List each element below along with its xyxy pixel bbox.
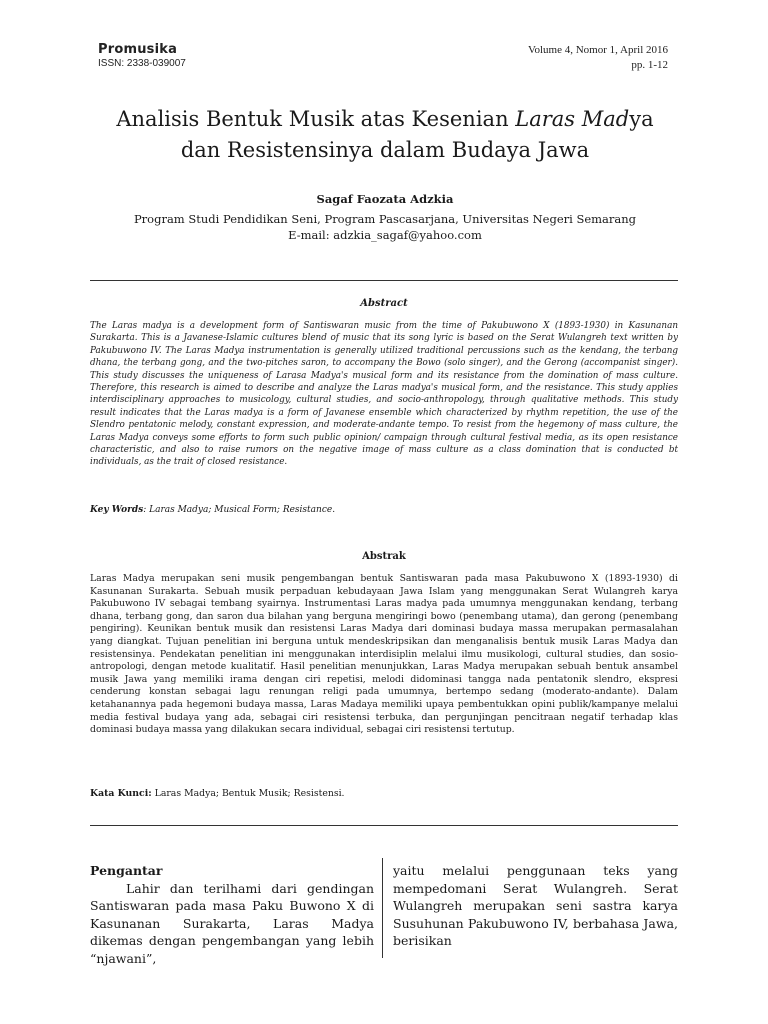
author-name: Sagaf Faozata Adzkia [316,192,454,206]
body-paragraph-left: Lahir dan terilhami dari gendingan Santiswaran pada masa Paku Buwono X di Kasunanan Surakarta, Laras Madya dikemas dengan pengembangan yang lebih “njawani”, [90,880,374,966]
issn: ISSN: 2338-039007 [98,58,186,69]
section-heading-pengantar: Pengantar [90,863,163,878]
volume-info: Volume 4, Nomor 1, April 2016 [527,44,668,56]
title-line1-post: ya [629,107,654,131]
column-divider [382,858,383,958]
abstract-body: The Laras madya is a development form of Santiswaran music from the time of Pakubuwono X (1893-1930) in Kasunanan Surakarta. This is a Javanese-Islamic cultures blend of music that its song lyric is based on the Serat Wulangreh text written by Pakubuwono IV. The Laras Madya instrumentation is generally utilized traditional percussions such as the kendang, the terbang dhana, the terbang gong, and the two-pitches saron, to accompany the Bowo (solo singer), and the Gerong (accompanist singer). This study discusses the uniqueness of Larasa Madya's musical form and its resistance from the domination of mass culture. Therefore, this research is aimed to describe and analyze the Laras madya's musical form, and the resistance. This study applies interdisciplinary approaches to musicology, cultural studies, and socio-anthropology, through qualitative methods. This study result indicates that the Laras madya is a form of Javanese ensemble which characterized by rhythm repetition, the use of the Slendro pentatonic melody, constant expression, and moderate-andante tempo. To resist from the hegemony of mass culture, the Laras Madya conveys some efforts to form such public opinion/ campaign through cultural festival media, as its open resistance characteristic, and also to raise rumors on the negative image of mass culture as a class domination that is conducted bt individuals, as the trait of closed resistance. [90,321,678,468]
body-paragraph-right: yaitu melalui penggunaan teks yang mempedomani Serat Wulangreh. Serat Wulangreh merupakan seni sastra karya Susuhunan Pakubuwono IV, berbahasa Jawa, berisikan [393,863,678,948]
abstrak-keywords [90,788,678,799]
journal-name: Promusika [98,42,178,57]
abstract-heading: Abstract [360,298,408,309]
body-right-column [393,862,678,950]
page-range: pp. 1-12 [631,59,668,71]
keywords-label: Key Words [90,505,144,515]
top-rule [90,280,678,281]
abstrak-body: Laras Madya merupakan seni musik pengembangan bentuk Santiswaran pada masa Pakubuwono X (1893-1930) di Kasunanan Surakarta. Sebuah musik perpaduan kebudayaan Jawa Islam yang menggunakan Serat Wulangreh karya Pakubuwono IV sebagai tembang syairnya. Instrumentasi Laras madya pada umumnya menggunakan kendang, terbang dhana, terbang gong, dan saron dua bilahan yang berguna mengiringi bowo (penembang utama), dan gerong (penembang pengiring). Keunikan bentuk musik dan resistensi Laras Madya dari dominasi budaya massa merupakan permasalahan yang diangkat. Tujuan penelitian ini berguna untuk mendeskripsikan dan menganalisis bentuk musik Laras Madya dan resistensinya. Pendekatan penelitian ini menggunakan interdisiplin melalui ilmu musikologi, cultural studies, dan sosio-antropologi, dengan metode kualitatif. Hasil penelitian menunjukkan, Laras Madya merupakan sebuah bentuk ansambel musik Jawa yang memiliki irama dengan ciri repetisi, melodi didominasi tangga nada pentatonik slendro, ekspresi cenderung konstan sebagai lagu renungan religi pada umumnya, bertempo sedang (moderato-andante). Dalam ketahanannya pada hegemoni budaya massa, Laras Madaya memiliki upaya pembentukkan opini publik/kampanye melalui media festival budaya yang ada, sebagai ciri resistensi terbuka, dan pergunjingan pencitraan negatif terhadap klas dominasi budaya massa yang dilakukan secara individual, sebagai ciri resistensi tertutup. [90,573,678,736]
bottom-rule [90,825,678,826]
author-affiliation: Program Studi Pendidikan Seni, Program Pascasarjana, Universitas Negeri Semarang [133,212,637,226]
kunci-list: Laras Madya; Bentuk Musik; Resistensi. [151,788,345,799]
title-line1-pre: Analisis Bentuk Musik atas Kesenian [116,107,516,131]
kunci-label: Kata Kunci: [90,788,152,799]
title-line1-italic: Laras Mad [515,107,630,131]
abstrak-heading: Abstrak [362,551,406,562]
keywords-list: : Laras Madya; Musical Form; Resistance. [143,505,336,515]
body-left-column [90,862,374,967]
author-email: E-mail: adzkia_sagaf@yahoo.com [288,228,482,242]
title-line2: dan Resistensinya dalam Budaya Jawa [180,138,590,162]
abstract-keywords [90,505,678,515]
author-affiliation-block [90,211,680,243]
paper-title [90,104,680,166]
